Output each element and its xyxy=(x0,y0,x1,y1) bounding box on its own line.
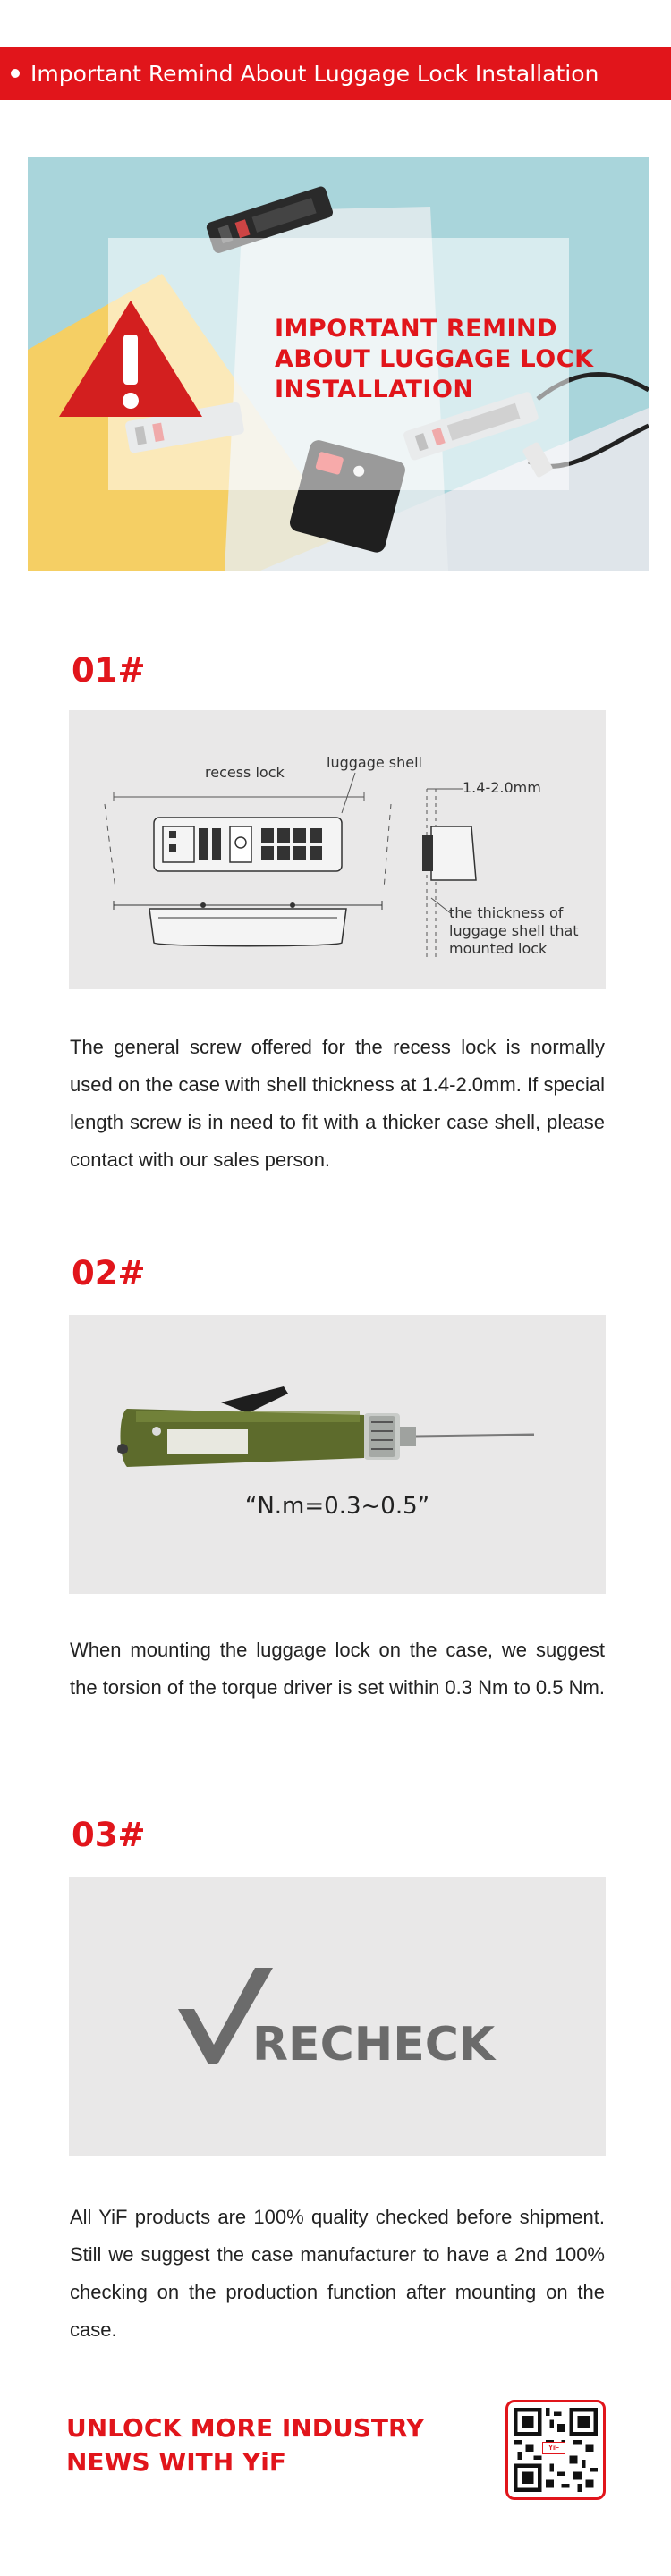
bullet-icon xyxy=(11,69,20,78)
section-number: 01# xyxy=(72,651,146,690)
header-bar xyxy=(0,47,671,100)
qr-logo: YiF xyxy=(542,2442,565,2454)
diagram-drawing xyxy=(69,710,606,989)
section-text: All YiF products are 100% quality checked before shipment. Still we suggest the case manufacturer to have a 2nd 100% checking on the production function after mounting on the case. xyxy=(70,2206,605,2341)
footer-cta xyxy=(66,2411,424,2479)
section-text: When mounting the luggage lock on the case, we suggest the torsion of the torque driver is set within 0.3 Nm to 0.5 Nm. xyxy=(70,1639,605,1699)
hero-image xyxy=(28,157,649,571)
lock-thickness-diagram xyxy=(69,710,606,989)
recheck-label: RECHECK xyxy=(252,2018,496,2072)
torque-driver-image xyxy=(69,1315,606,1594)
hero-title-line: IMPORTANT REMIND xyxy=(275,315,558,343)
label-recess-lock: recess lock xyxy=(205,764,285,781)
label-thickness-range: 1.4-2.0mm xyxy=(463,779,541,796)
section-number: 02# xyxy=(72,1254,146,1292)
recheck-banner xyxy=(69,1877,606,2156)
recheck-drawing xyxy=(69,1877,606,2156)
hero-title xyxy=(275,314,594,405)
label-thickness-note: mounted lock xyxy=(449,940,548,957)
header-title: Important Remind About Luggage Lock Installation xyxy=(30,60,599,87)
section-text: The general screw offered for the recess lock is normally used on the case with shell thickness at 1.4-2.0mm. If special length screw is in need to fit with a thicker case shell, please contact with our sales person. xyxy=(70,1036,605,1171)
torque-driver-drawing xyxy=(69,1315,606,1594)
label-thickness-note: the thickness of xyxy=(449,904,564,921)
label-thickness-note: luggage shell that xyxy=(449,922,579,939)
label-luggage-shell: luggage shell xyxy=(327,754,422,771)
hero-title-line: INSTALLATION xyxy=(275,376,474,403)
torque-label: “N.m=0.3~0.5” xyxy=(244,1493,430,1520)
hero-title-line: ABOUT LUGGAGE LOCK xyxy=(275,345,594,373)
footer-line: UNLOCK MORE INDUSTRY xyxy=(66,2413,425,2443)
qr-code[interactable] xyxy=(505,2400,606,2500)
section-number: 03# xyxy=(72,1816,146,1854)
footer-line: NEWS WITH YiF xyxy=(66,2447,286,2477)
